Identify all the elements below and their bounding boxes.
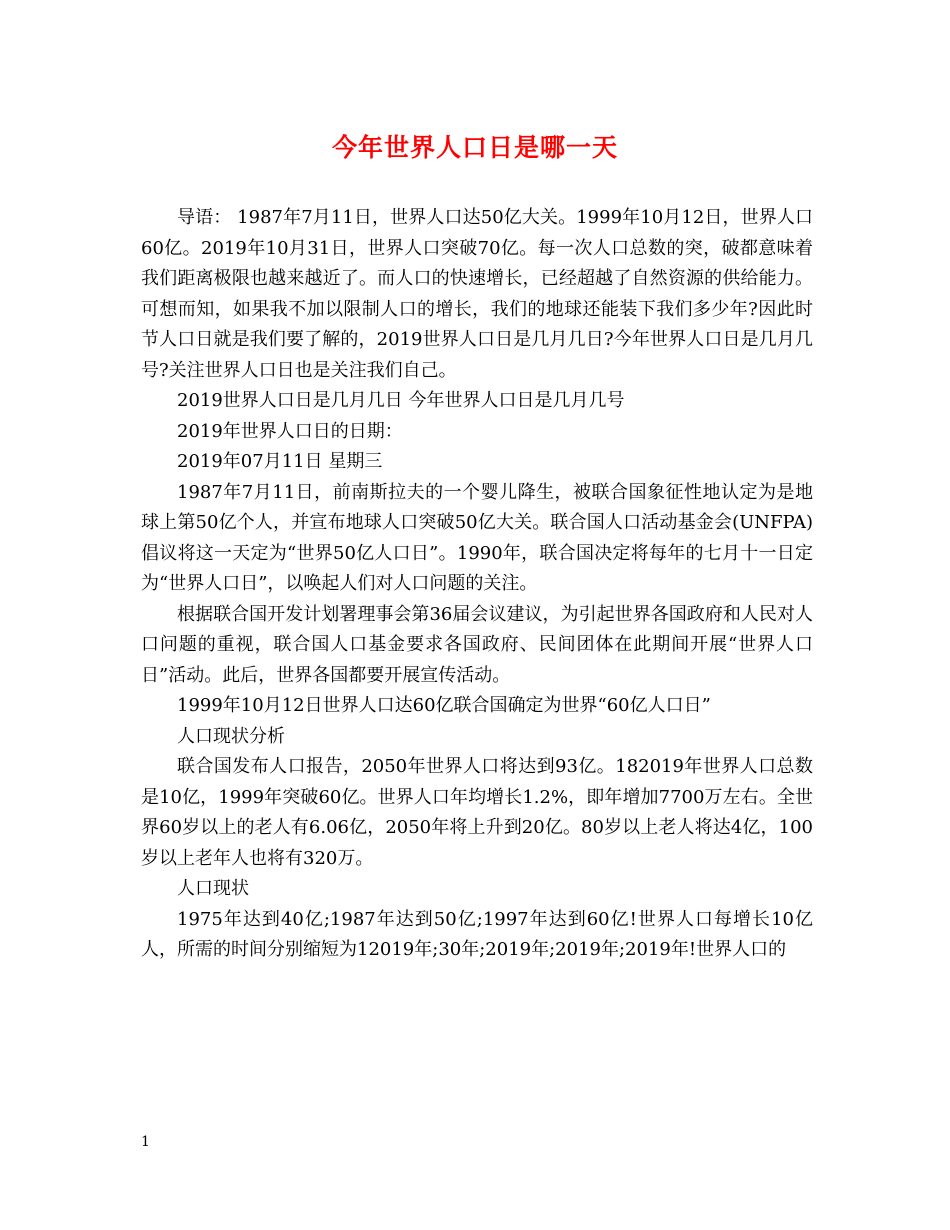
paragraph-intro: 导语： 1987年7月11日，世界人口达50亿大关。1999年10月12日，世界人口60亿。2019年10月31日，世界人口突破70亿。每一次人口总数的突，破都意味着我们距离极限也越来越近了。而人口的快速增长，已经超越了自然资源的供给能力。可想而知，如果我不加以限制人口的增长，我们的地球还能装下我们多少年?因此时节人口日就是我们要了解的，2019世界人口日是几月几日?今年世界人口日是几月几号?关注世界人口日也是关注我们自己。 bbox=[141, 207, 813, 381]
page-number: 1 bbox=[141, 1134, 150, 1150]
paragraph-report: 联合国发布人口报告，2050年世界人口将达到93亿。182019年世界人口总数是10亿，1999年突破60亿。世界人口年均增长1.2%，即年增加7700万左右。全世界60岁以上的老人有6.06亿，2050年将上升到20亿。80岁以上老人将达4亿，100岁以上老年人也将有320万。 bbox=[141, 756, 813, 869]
paragraph-history: 1987年7月11日，前南斯拉夫的一个婴儿降生，被联合国象征性地认定为是地球上第50亿个人，并宣布地球人口突破50亿大关。联合国人口活动基金会(UNFPA)倡议将这一天定为“世界50亿人口日”。1990年，联合国决定将每年的七月十一日定为“世界人口日”，以唤起人们对人口问题的关注。 bbox=[141, 481, 813, 594]
section-heading-status: 人口现状 bbox=[177, 878, 249, 899]
paragraph-date-heading: 2019年世界人口日的日期： bbox=[177, 420, 403, 442]
section-heading-analysis: 人口现状分析 bbox=[177, 725, 285, 747]
paragraph-date: 2019年07月11日 星期三 bbox=[177, 451, 383, 472]
paragraph-growth: 1975年达到40亿;1987年达到50亿;1997年达到60亿!世界人口每增长10亿人，所需的时间分别缩短为12019年;30年;2019年;2019年;2019年!世界人口的 bbox=[141, 908, 813, 960]
page-title: 今年世界人口日是哪一天 bbox=[331, 133, 618, 162]
document-body bbox=[141, 203, 813, 966]
paragraph-subtitle: 2019世界人口日是几月几日 今年世界人口日是几月几号 bbox=[177, 390, 625, 411]
paragraph-six-billion: 1999年10月12日世界人口达60亿联合国确定为世界“60亿人口日” bbox=[177, 695, 711, 716]
paragraph-undp: 根据联合国开发计划署理事会第36届会议建议，为引起世界各国政府和人民对人口问题的重视，联合国人口基金要求各国政府、民间团体在此期间开展“世界人口日”活动。此后，世界各国都要开展宣传活动。 bbox=[141, 603, 813, 686]
